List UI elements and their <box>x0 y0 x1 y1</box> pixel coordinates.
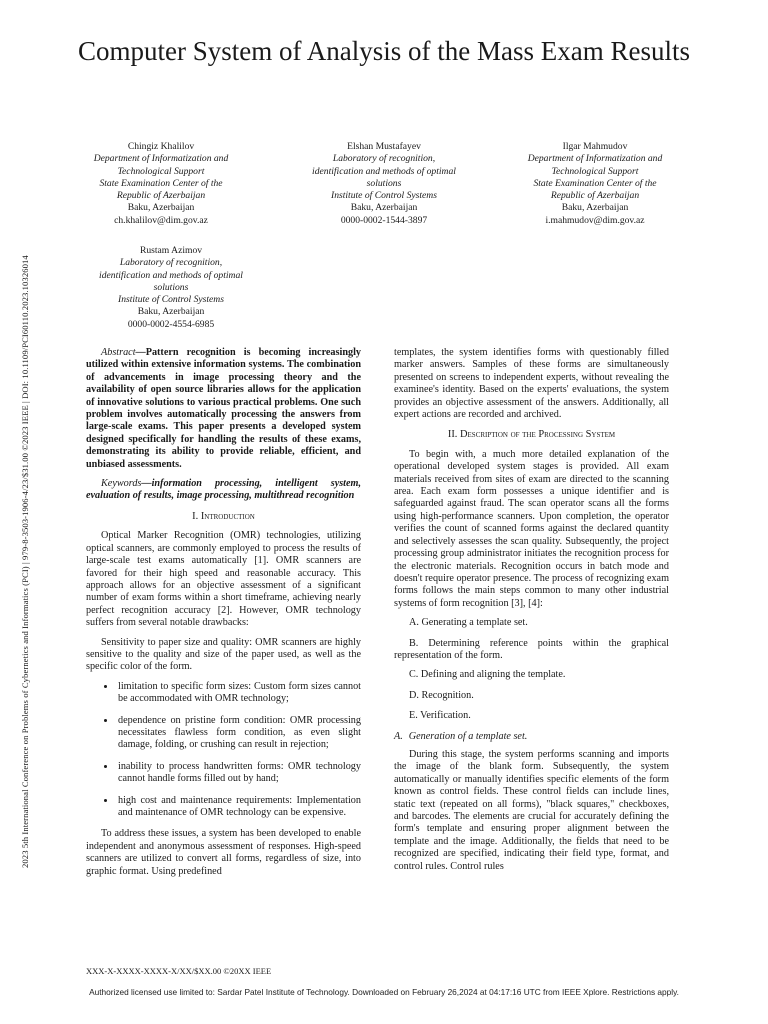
section-heading <box>394 429 669 441</box>
bullet-list <box>86 681 361 820</box>
author-block <box>500 141 690 227</box>
list-item: • limitation to specific form sizes: Custom form sizes cannot be accommodated with OMR technology; <box>116 681 361 706</box>
author-affiliation-line: Laboratory of recognition, <box>332 153 436 165</box>
author-orcid: 0000-0002-4554-6985 <box>127 318 215 330</box>
author-orcid: 0000-0002-1544-3897 <box>340 214 428 226</box>
right-column <box>394 347 669 880</box>
keywords <box>86 478 361 503</box>
section-title: Introduction <box>200 510 255 522</box>
author-city: Baku, Azerbaijan <box>137 306 205 318</box>
author-affiliation-line: State Examination Center of the <box>99 177 223 189</box>
author-affiliation-line: Department of Informatization and <box>527 153 663 165</box>
license-note: Authorized licensed use limited to: Sardar Patel Institute of Technology. Downloaded on February 26,2024 at 04:17:16 UTC from IEEE Xplore. Restrictions apply. <box>89 987 679 997</box>
abstract <box>86 347 361 471</box>
list-item: • inability to process handwritten forms: OMR technology cannot handle forms filled out by hand; <box>116 761 361 786</box>
paragraph: Sensitivity to paper size and quality: OMR scanners are highly sensitive to the quality and size of the paper used, as well as the specific color of the form. <box>86 636 361 673</box>
list-item: • dependence on pristine form condition: OMR processing necessitates flawless form condition, as even slight damage, folding, or crushing can result in rejection; <box>116 715 361 752</box>
step-item: D. Recognition. <box>409 689 474 701</box>
author-affiliation-line: identification and methods of optimal <box>99 269 243 281</box>
author-affiliation-line: Technological Support <box>117 165 205 177</box>
author-name: Rustam Azimov <box>139 245 203 256</box>
paragraph: Optical Marker Recognition (OMR) technologies, utilizing optical scanners, are commonly employed to process the results of large-scale test exams automatically [1]. OMR scanners are favored for their high speed and reasonable accuracy. This approach allows for an objective assessment of a significant number of exam forms within a short timeframe, achieving nearly perfect recognition accuracy [2]. However, OMR technology suffers from several notable drawbacks: <box>86 530 361 629</box>
footer-code: XXX-X-XXXX-XXXX-X/XX/$XX.00 ©20XX IEEE <box>86 966 272 976</box>
step-item: E. Verification. <box>409 710 471 722</box>
author-affiliation-line: Institute of Control Systems <box>331 190 437 202</box>
author-city: Baku, Azerbaijan <box>561 202 629 214</box>
subsection-title: Generation of a template set. <box>408 730 528 742</box>
author-affiliation-line: solutions <box>366 177 402 189</box>
author-affiliation-line: State Examination Center of the <box>533 177 657 189</box>
author-affiliation-line: solutions <box>153 281 189 293</box>
paragraph: To begin with, a much more detailed explanation of the operational developed system stages is provided. All exam materials received from sites of exam are directed to the scanning area. Each exam form possesses a unique identifier and is safeguarded against fraud. The scan operator scans all the forms using high-performance scanners. Upon completion, the operator verifies the count of scanned forms against the declared quantity and selectively assesses the scan quality. Subsequently, the project processing group administrator initiates the recognition process for the electronic materials. Recognition occurs in batch mode and doesn't require operator presence. The process of recognizing exam forms follows the main steps common to many other industrial systems of form recognition [3], [4]: <box>394 448 669 609</box>
section-number: II. <box>447 429 458 441</box>
section-number: I. <box>192 510 199 522</box>
author-block <box>73 245 269 331</box>
list-item: • high cost and maintenance requirements: Implementation and maintenance of OMR technology can be expensive. <box>116 795 361 820</box>
keywords-text: —information processing, intelligent system, evaluation of results, image processing, multithread recognition <box>86 478 361 502</box>
abstract-label: Abstract <box>101 347 136 358</box>
step-item: C. Defining and aligning the template. <box>409 669 566 681</box>
author-affiliation-line: identification and methods of optimal <box>312 165 456 177</box>
section-title: Description of the Processing System <box>460 429 616 441</box>
author-name: Ilgar Mahmudov <box>562 141 628 152</box>
section-heading <box>86 511 361 523</box>
author-affiliation-line: Republic of Azerbaijan <box>550 190 640 202</box>
author-affiliation-line: Laboratory of recognition, <box>119 257 223 269</box>
paper-title: Computer System of Analysis of the Mass Exam Results <box>78 36 690 66</box>
paragraph: templates, the system identifies forms with questionably filled marker answers. Samples of these forms are simultaneously presented on screens to independent experts, without revealing the examinee's identity. Based on the experts' evaluations, the system provides an objective assessment of the answers. Additionally, all expert actions are recorded and archived. <box>394 347 669 421</box>
author-block <box>286 141 482 227</box>
left-column <box>86 347 361 885</box>
author-affiliation-line: Institute of Control Systems <box>118 294 224 306</box>
subsection-heading <box>394 731 669 743</box>
doi-side-note: 2023 5th International Conference on Problems of Cybernetics and Informatics (PCI) | 979-8-3503-1906-4/23/$31.00 ©2023 IEEE | DOI: 10.1109/PCI60110.2023.10326014 <box>20 255 30 868</box>
abstract-text: —Pattern recognition is becoming increasingly utilized within extensive information systems. The combination of advancements in image processing theory and the availability of open source libraries allows for the application of innovative solutions to various practical problems. One such problem involves automatically processing the answers from large-scale exams. This paper presents a developed system designed specifically for handling the results of these exams, demonstrating its ability to provide reliable, efficient, and unbiased assessments. <box>86 347 361 470</box>
author-affiliation-line: Technological Support <box>551 165 639 177</box>
author-name: Chingiz Khalilov <box>127 141 195 152</box>
author-city: Baku, Azerbaijan <box>127 202 195 214</box>
author-city: Baku, Azerbaijan <box>350 202 418 214</box>
author-name: Elshan Mustafayev <box>347 141 421 152</box>
step-item: B. Determining reference points within the graphical representation of the form. <box>394 637 669 661</box>
step-item: A. Generating a template set. <box>409 617 528 629</box>
keywords-label: Keywords <box>101 478 142 490</box>
author-affiliation-line: Republic of Azerbaijan <box>116 190 206 202</box>
author-email: i.mahmudov@dim.gov.az <box>545 214 645 226</box>
paragraph: To address these issues, a system has been developed to enable independent and anonymous assessment of responses. High-speed scanners are utilized to convert all forms, regardless of size, into graphic format. Using predefined <box>86 828 361 877</box>
author-block <box>66 141 256 227</box>
subsection-number: A. <box>394 730 403 742</box>
author-affiliation-line: Department of Informatization and <box>93 153 229 165</box>
author-email: ch.khalilov@dim.gov.az <box>114 214 208 226</box>
paragraph: During this stage, the system performs scanning and imports the image of the blank form. Subsequently, the system automatically or manually identifies specific elements of the form known as control fields. These control fields can include lines, static text (repeated on all forms), "black squares," checkboxes, and barcodes. The elements are crucial for accurately defining the form's template and ensuring proper alignment between the template and the image. Additionally, the fields that need to be recognized are specified, indicating their field type, format, and control rules. Control rules <box>394 748 669 872</box>
